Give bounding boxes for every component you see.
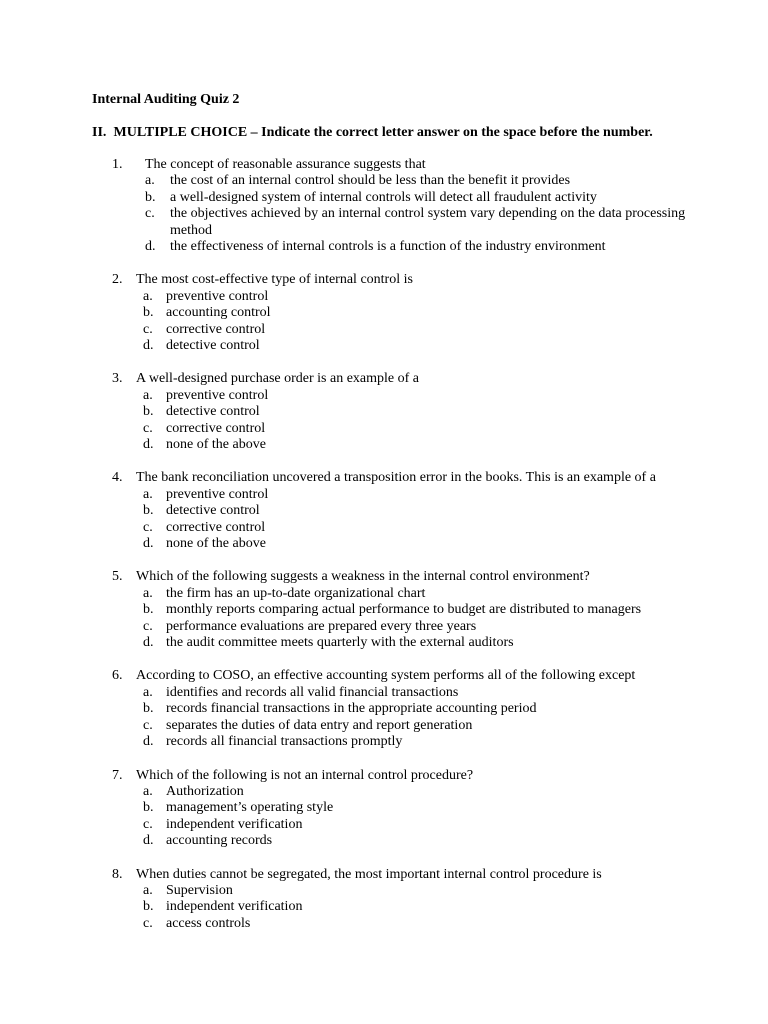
option-text: none of the above — [166, 437, 266, 453]
option-letter: a. — [143, 684, 153, 700]
answer-option — [0, 685, 768, 701]
answer-option — [0, 520, 768, 536]
question-text: The concept of reasonable assurance suggests that — [145, 157, 426, 172]
question-number: 1. — [112, 157, 123, 172]
option-letter: c. — [143, 321, 153, 337]
question-item — [0, 157, 768, 255]
answer-option — [0, 487, 768, 503]
option-letter: d. — [143, 833, 154, 849]
option-text: access controls — [166, 915, 251, 931]
option-text: detective control — [166, 338, 260, 354]
option-letter: a. — [143, 882, 153, 898]
option-letter: d. — [143, 734, 154, 750]
option-list — [0, 586, 768, 652]
answer-option — [0, 635, 768, 651]
option-text: corrective control — [166, 519, 266, 535]
option-letter: b. — [143, 899, 154, 915]
section-instruction — [92, 125, 653, 141]
option-letter: c. — [143, 816, 153, 832]
answer-option — [0, 404, 768, 420]
answer-option — [0, 800, 768, 816]
answer-option — [0, 289, 768, 305]
question-text: When duties cannot be segregated, the most important internal control procedure is — [136, 866, 602, 882]
option-text: the cost of an internal control should be less than the benefit it provides — [170, 173, 571, 189]
option-letter: c. — [145, 206, 155, 222]
option-letter: c. — [143, 420, 153, 436]
question-number: 8. — [112, 866, 123, 882]
answer-option — [0, 784, 768, 800]
question-number: 5. — [112, 569, 123, 585]
question-text: A well-designed purchase order is an example of a — [136, 371, 420, 387]
answer-option — [0, 388, 768, 404]
option-letter: c. — [143, 519, 153, 535]
question-stem — [0, 867, 768, 883]
answer-option — [0, 322, 768, 338]
question-item — [0, 668, 768, 750]
option-text: accounting control — [166, 305, 271, 321]
question-text: According to COSO, an effective accounting system performs all of the following except — [136, 668, 636, 684]
option-text: records all financial transactions promptly — [166, 734, 403, 750]
option-text: identifies and records all valid financial transactions — [166, 684, 459, 700]
question-number: 3. — [112, 371, 123, 387]
option-letter: d. — [143, 437, 154, 453]
option-text: independent verification — [166, 816, 303, 832]
option-text: a well-designed system of internal controls will detect all fraudulent activity — [170, 189, 597, 205]
option-list — [0, 883, 768, 932]
option-text: corrective control — [166, 321, 266, 337]
question-number: 4. — [112, 470, 123, 486]
option-text: management’s operating style — [166, 800, 334, 816]
answer-option — [0, 833, 768, 849]
answer-option — [0, 305, 768, 321]
option-letter: c. — [143, 915, 153, 931]
answer-option — [0, 239, 768, 255]
option-text: detective control — [166, 503, 260, 519]
answer-option — [0, 916, 768, 932]
option-letter: a. — [143, 585, 153, 601]
question-text: Which of the following is not an internal control procedure? — [136, 767, 474, 783]
option-list — [0, 289, 768, 355]
question-text: Which of the following suggests a weakness in the internal control environment? — [136, 569, 590, 585]
option-letter: b. — [143, 800, 154, 816]
question-stem — [0, 272, 768, 288]
option-letter: a. — [143, 288, 153, 304]
question-text: The bank reconciliation uncovered a transposition error in the books. This is an example of a — [136, 470, 656, 486]
question-item — [0, 569, 768, 651]
answer-option — [0, 338, 768, 354]
question-stem — [0, 768, 768, 784]
option-letter: d. — [143, 338, 154, 354]
option-letter: b. — [143, 305, 154, 321]
answer-option — [0, 602, 768, 618]
option-list — [0, 388, 768, 454]
question-item — [0, 470, 768, 552]
option-letter: b. — [143, 503, 154, 519]
option-text: Authorization — [166, 783, 244, 799]
answer-option — [0, 586, 768, 602]
option-text: performance evaluations are prepared every three years — [166, 618, 477, 634]
answer-option — [0, 421, 768, 437]
option-text: the objectives achieved by an internal control system vary depending on the data processing method — [170, 206, 686, 238]
question-item — [0, 272, 768, 354]
option-letter: d. — [143, 536, 154, 552]
question-number: 2. — [112, 272, 123, 288]
answer-option — [0, 734, 768, 750]
question-item — [0, 768, 768, 850]
answer-option — [0, 503, 768, 519]
answer-option — [0, 718, 768, 734]
option-list — [0, 685, 768, 751]
option-letter: b. — [145, 189, 156, 205]
question-stem — [0, 157, 768, 173]
option-text: Supervision — [166, 882, 233, 898]
option-text: separates the duties of data entry and report generation — [166, 717, 473, 733]
answer-option — [0, 899, 768, 915]
option-text: corrective control — [166, 420, 266, 436]
option-letter: b. — [143, 602, 154, 618]
option-letter: a. — [145, 173, 155, 189]
answer-option — [0, 817, 768, 833]
question-number: 7. — [112, 767, 123, 783]
question-stem — [0, 371, 768, 387]
answer-option — [0, 536, 768, 552]
question-list — [0, 157, 768, 949]
option-list — [0, 784, 768, 850]
option-text: detective control — [166, 404, 260, 420]
option-letter: d. — [143, 635, 154, 651]
option-letter: a. — [143, 486, 153, 502]
question-item — [0, 371, 768, 453]
option-text: accounting records — [166, 833, 273, 849]
option-text: none of the above — [166, 536, 266, 552]
answer-option — [0, 206, 768, 239]
answer-option — [0, 437, 768, 453]
option-letter: a. — [143, 387, 153, 403]
instruction-text: MULTIPLE CHOICE – Indicate the correct letter answer on the space before the number. — [113, 125, 653, 140]
option-text: independent verification — [166, 899, 303, 915]
option-list — [0, 487, 768, 553]
question-number: 6. — [112, 668, 123, 684]
option-text: the audit committee meets quarterly with the external auditors — [166, 635, 514, 651]
option-text: preventive control — [166, 288, 269, 304]
option-text: records financial transactions in the appropriate accounting period — [166, 701, 537, 717]
option-text: monthly reports comparing actual performance to budget are distributed to managers — [166, 602, 642, 618]
option-letter: c. — [143, 618, 153, 634]
option-text: preventive control — [166, 486, 269, 502]
answer-option — [0, 701, 768, 717]
option-letter: b. — [143, 404, 154, 420]
quiz-title: Internal Auditing Quiz 2 — [92, 92, 240, 107]
option-letter: b. — [143, 701, 154, 717]
question-stem — [0, 668, 768, 684]
question-stem — [0, 470, 768, 486]
answer-option — [0, 173, 768, 189]
option-letter: c. — [143, 717, 153, 733]
answer-option — [0, 619, 768, 635]
question-stem — [0, 569, 768, 585]
question-item — [0, 867, 768, 933]
option-list — [0, 173, 768, 255]
question-text: The most cost-effective type of internal control is — [136, 272, 413, 288]
section-number: II. — [92, 125, 107, 140]
answer-option — [0, 190, 768, 206]
option-text: the firm has an up-to-date organizational chart — [166, 585, 426, 601]
option-letter: a. — [143, 783, 153, 799]
option-text: the effectiveness of internal controls is a function of the industry environment — [170, 239, 606, 255]
option-letter: d. — [145, 239, 156, 255]
option-text: preventive control — [166, 387, 269, 403]
answer-option — [0, 883, 768, 899]
